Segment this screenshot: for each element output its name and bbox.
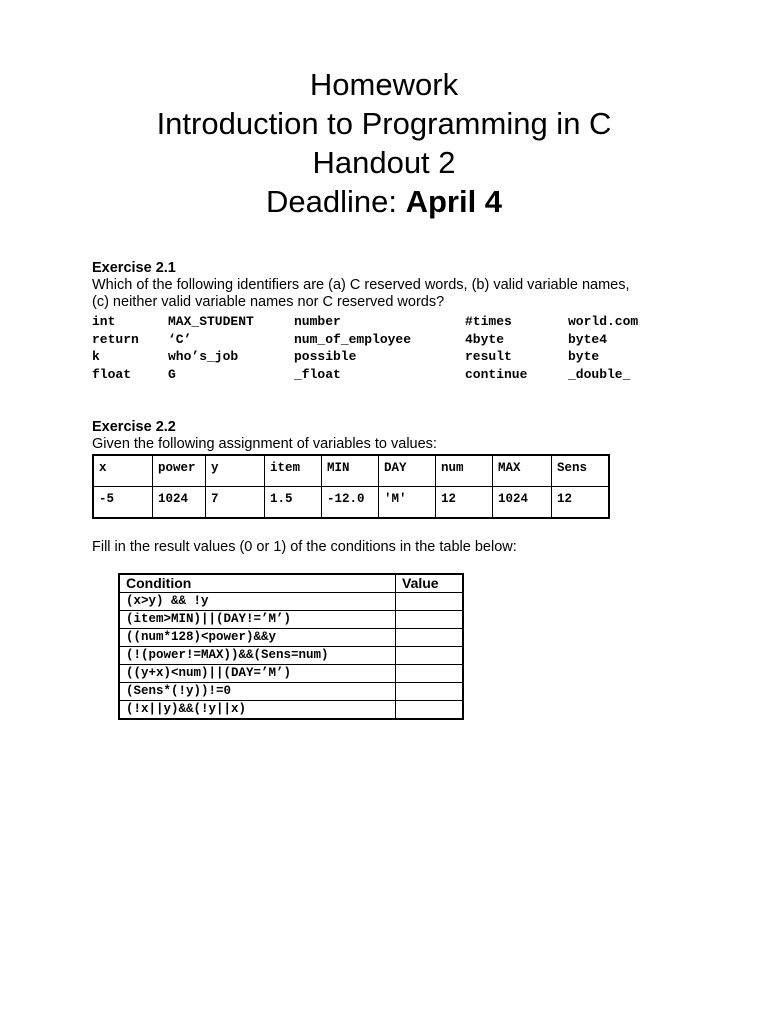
condition-header: Condition bbox=[119, 574, 396, 593]
variable-value-cell: 12 bbox=[552, 487, 610, 519]
exercise-2-1 bbox=[92, 260, 630, 311]
variable-value-cell: 7 bbox=[206, 487, 265, 519]
identifier-cell: byte bbox=[568, 349, 600, 364]
condition-value-cell[interactable] bbox=[396, 683, 464, 701]
condition-row bbox=[119, 629, 463, 647]
variable-value-cell: 1.5 bbox=[265, 487, 322, 519]
identifier-row bbox=[92, 348, 672, 366]
variables-names-row bbox=[93, 455, 609, 487]
title-deadline bbox=[0, 182, 768, 221]
title-handout: Handout 2 bbox=[312, 145, 456, 180]
variables-values-row bbox=[93, 487, 609, 519]
variable-value-cell: 1024 bbox=[493, 487, 552, 519]
identifier-cell: byte4 bbox=[568, 331, 608, 347]
condition-value-cell[interactable] bbox=[396, 701, 464, 720]
condition-value-cell[interactable] bbox=[396, 647, 464, 665]
identifier-cell: float bbox=[92, 366, 132, 382]
condition-expression: (x>y) && !y bbox=[119, 593, 396, 611]
variable-value-cell: -5 bbox=[93, 487, 153, 519]
variable-name-cell: x bbox=[93, 455, 153, 487]
variable-value-cell: 1024 bbox=[153, 487, 206, 519]
identifier-cell: return bbox=[92, 331, 139, 347]
exercise-2-2 bbox=[92, 419, 437, 453]
condition-row bbox=[119, 701, 463, 720]
variable-name-cell: MAX bbox=[493, 455, 552, 487]
identifier-cell: G bbox=[168, 366, 176, 382]
identifier-cell: num_of_employee bbox=[294, 331, 412, 347]
variable-name-cell: item bbox=[265, 455, 322, 487]
identifier-cell: number bbox=[294, 314, 341, 329]
identifier-cell: ‘C’ bbox=[168, 331, 192, 347]
deadline-value: April 4 bbox=[405, 184, 503, 219]
fill-instructions: Fill in the result values (0 or 1) of the conditions in the table below: bbox=[92, 539, 517, 555]
title-homework: Homework bbox=[309, 67, 459, 102]
variable-name-cell: MIN bbox=[322, 455, 379, 487]
condition-expression: (!x||y)&&(!y||x) bbox=[119, 701, 396, 720]
identifier-cell: continue bbox=[465, 366, 528, 382]
identifier-cell: 4byte bbox=[465, 331, 505, 347]
variable-name-cell: DAY bbox=[379, 455, 436, 487]
variables-table bbox=[92, 454, 610, 519]
condition-value-cell[interactable] bbox=[396, 629, 464, 647]
condition-row bbox=[119, 683, 463, 701]
identifier-cell: who’s_job bbox=[168, 349, 239, 364]
identifier-cell: int bbox=[92, 314, 116, 329]
condition-row bbox=[119, 647, 463, 665]
variable-name-cell: y bbox=[206, 455, 265, 487]
identifier-row bbox=[92, 366, 672, 384]
identifier-row bbox=[92, 331, 672, 349]
condition-value-cell[interactable] bbox=[396, 611, 464, 629]
condition-expression: ((y+x)<num)||(DAY=’M’) bbox=[119, 665, 396, 683]
identifier-cell: world.com bbox=[568, 314, 639, 329]
condition-expression: (Sens*(!y))!=0 bbox=[119, 683, 396, 701]
condition-value-cell[interactable] bbox=[396, 665, 464, 683]
exercise-2-1-heading: Exercise 2.1 bbox=[92, 260, 176, 276]
identifier-cell: _float bbox=[294, 366, 341, 382]
condition-expression: (item>MIN)||(DAY!=’M’) bbox=[119, 611, 396, 629]
conditions-table bbox=[118, 573, 464, 720]
exercise-2-2-heading: Exercise 2.2 bbox=[92, 419, 176, 435]
variable-value-cell: -12.0 bbox=[322, 487, 379, 519]
condition-expression: (!(power!=MAX))&&(Sens=num) bbox=[119, 647, 396, 665]
variable-name-cell: Sens bbox=[552, 455, 610, 487]
variable-value-cell: 12 bbox=[436, 487, 493, 519]
variable-name-cell: power bbox=[153, 455, 206, 487]
identifier-cell: k bbox=[92, 349, 100, 364]
identifier-cell: _double_ bbox=[568, 366, 631, 382]
identifier-cell: MAX_STUDENT bbox=[168, 314, 254, 329]
identifier-cell: #times bbox=[465, 314, 512, 329]
identifier-cell: result bbox=[465, 349, 512, 364]
exercise-2-2-intro: Given the following assignment of variables to values: bbox=[92, 436, 437, 452]
condition-expression: ((num*128)<power)&&y bbox=[119, 629, 396, 647]
title-course: Introduction to Programming in C bbox=[156, 106, 612, 141]
value-header: Value bbox=[396, 574, 464, 593]
exercise-2-1-text-line1: Which of the following identifiers are (a) C reserved words, (b) valid variable names, bbox=[92, 277, 630, 293]
title-block bbox=[0, 65, 768, 221]
identifier-cell: possible bbox=[294, 349, 357, 364]
identifier-row bbox=[92, 313, 672, 331]
variable-name-cell: num bbox=[436, 455, 493, 487]
condition-value-cell[interactable] bbox=[396, 593, 464, 611]
condition-row bbox=[119, 611, 463, 629]
deadline-label: Deadline: bbox=[265, 184, 406, 219]
variable-value-cell: 'M' bbox=[379, 487, 436, 519]
conditions-header-row bbox=[119, 574, 463, 593]
identifier-grid bbox=[92, 313, 672, 383]
exercise-2-1-text-line2: (c) neither valid variable names nor C reserved words? bbox=[92, 294, 445, 310]
condition-row bbox=[119, 593, 463, 611]
condition-row bbox=[119, 665, 463, 683]
